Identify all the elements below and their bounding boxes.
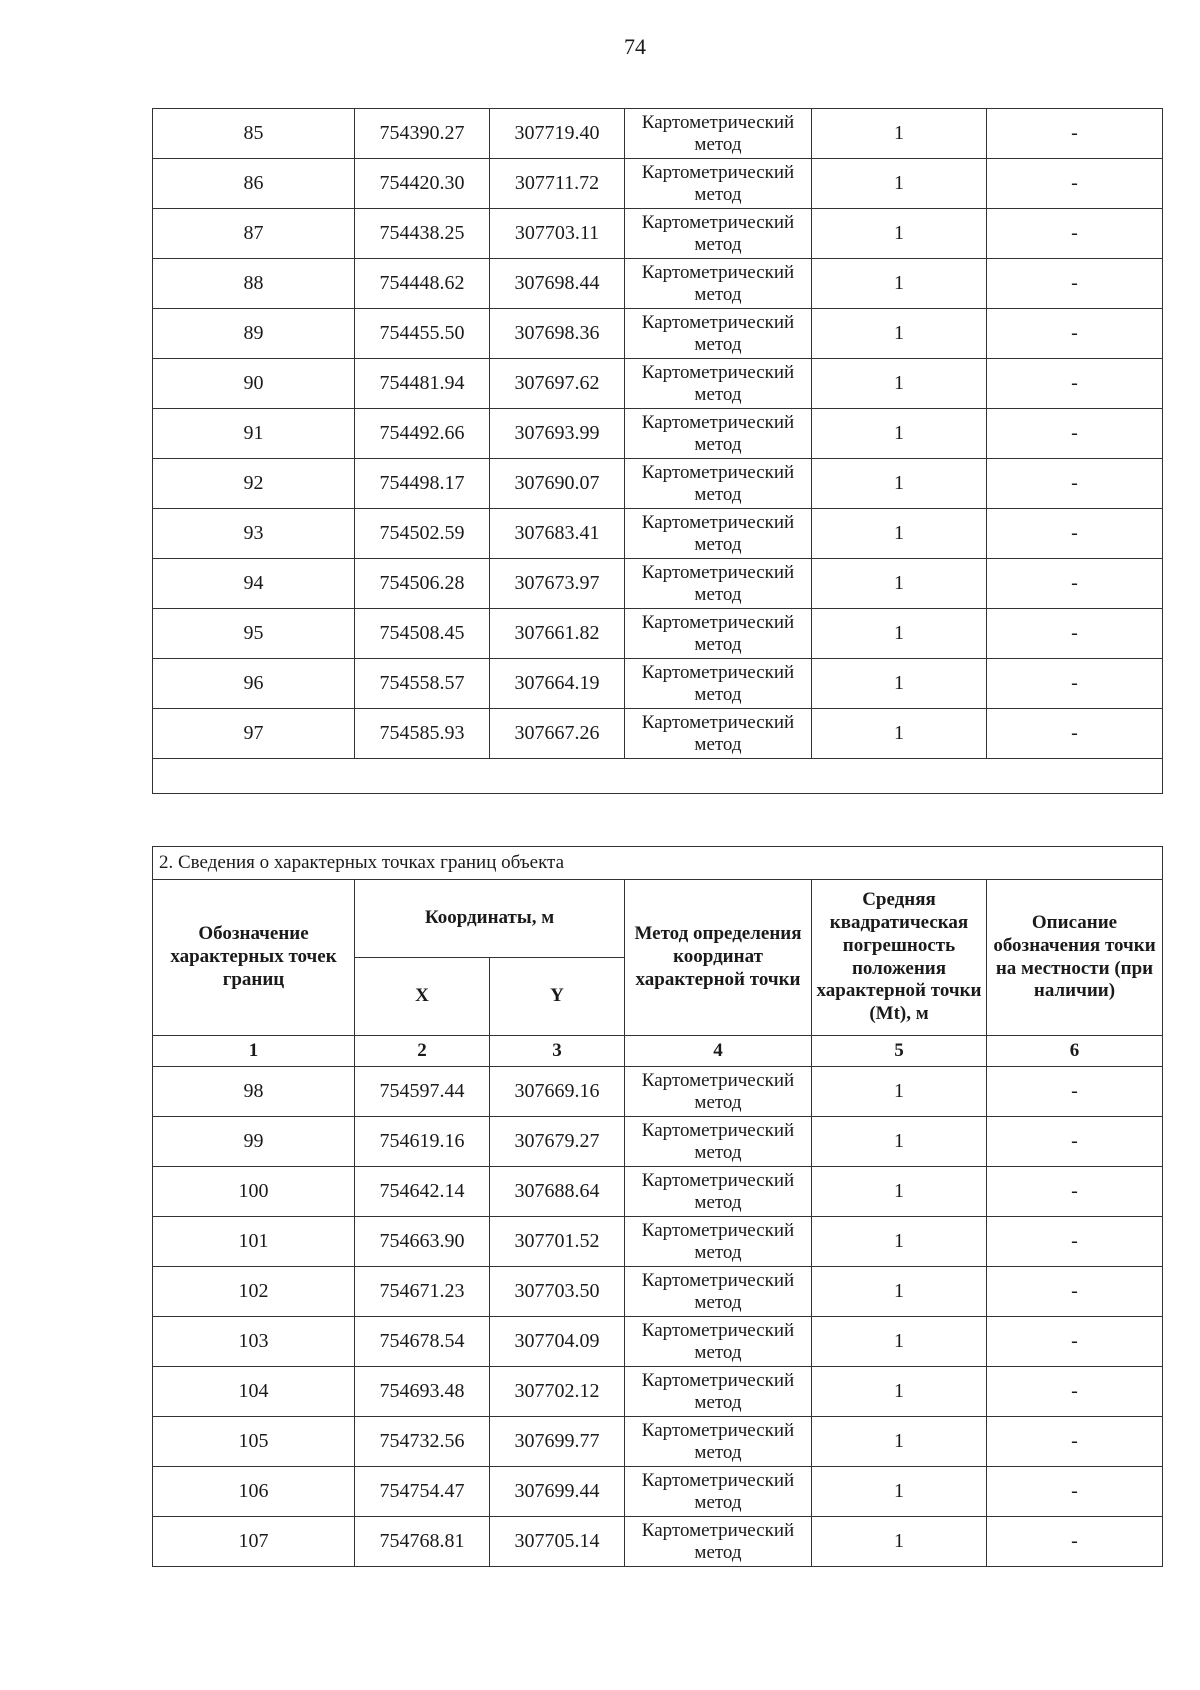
coord-y: 307664.19 bbox=[490, 659, 625, 709]
coord-y: 307705.14 bbox=[490, 1517, 625, 1567]
header-coordinates: Координаты, м bbox=[355, 880, 625, 958]
mt-value: 1 bbox=[812, 1117, 987, 1167]
method: Картометрический метод bbox=[625, 1267, 812, 1317]
coord-x: 754663.90 bbox=[355, 1217, 490, 1267]
table-row bbox=[153, 1217, 1163, 1267]
table-row bbox=[153, 1417, 1163, 1467]
table-row bbox=[153, 1367, 1163, 1417]
point-number: 101 bbox=[153, 1217, 355, 1267]
table-row bbox=[153, 1067, 1163, 1117]
mt-value: 1 bbox=[812, 1167, 987, 1217]
description: - bbox=[987, 359, 1163, 409]
table-row bbox=[153, 709, 1163, 759]
coord-y: 307661.82 bbox=[490, 609, 625, 659]
description: - bbox=[987, 159, 1163, 209]
coord-y: 307699.77 bbox=[490, 1417, 625, 1467]
point-number: 87 bbox=[153, 209, 355, 259]
table-row bbox=[153, 109, 1163, 159]
header-description: Описание обозначения точки на местности (при наличии) bbox=[987, 880, 1163, 1036]
mt-value: 1 bbox=[812, 209, 987, 259]
coord-y: 307673.97 bbox=[490, 559, 625, 609]
coord-x: 754420.30 bbox=[355, 159, 490, 209]
table-row bbox=[153, 409, 1163, 459]
description: - bbox=[987, 259, 1163, 309]
mt-value: 1 bbox=[812, 309, 987, 359]
description: - bbox=[987, 409, 1163, 459]
mt-value: 1 bbox=[812, 609, 987, 659]
table-row bbox=[153, 1467, 1163, 1517]
mt-value: 1 bbox=[812, 509, 987, 559]
method: Картометрический метод bbox=[625, 459, 812, 509]
coord-x: 754390.27 bbox=[355, 109, 490, 159]
header-y: Y bbox=[490, 958, 625, 1036]
method: Картометрический метод bbox=[625, 1117, 812, 1167]
mt-value: 1 bbox=[812, 559, 987, 609]
coord-y: 307690.07 bbox=[490, 459, 625, 509]
column-number: 5 bbox=[812, 1036, 987, 1067]
method: Картометрический метод bbox=[625, 1167, 812, 1217]
table-row bbox=[153, 509, 1163, 559]
point-number: 107 bbox=[153, 1517, 355, 1567]
point-number: 85 bbox=[153, 109, 355, 159]
point-number: 89 bbox=[153, 309, 355, 359]
description: - bbox=[987, 1267, 1163, 1317]
table-row bbox=[153, 309, 1163, 359]
description: - bbox=[987, 509, 1163, 559]
header-method: Метод определения координат характерной точки bbox=[625, 880, 812, 1036]
coord-x: 754448.62 bbox=[355, 259, 490, 309]
coord-x: 754492.66 bbox=[355, 409, 490, 459]
header-designation: Обозначение характерных точек границ bbox=[153, 880, 355, 1036]
mt-value: 1 bbox=[812, 359, 987, 409]
method: Картометрический метод bbox=[625, 609, 812, 659]
description: - bbox=[987, 209, 1163, 259]
coord-x: 754754.47 bbox=[355, 1467, 490, 1517]
table-row bbox=[153, 359, 1163, 409]
mt-value: 1 bbox=[812, 1317, 987, 1367]
description: - bbox=[987, 1467, 1163, 1517]
column-number: 4 bbox=[625, 1036, 812, 1067]
method: Картометрический метод bbox=[625, 209, 812, 259]
table-row bbox=[153, 159, 1163, 209]
table-row bbox=[153, 1167, 1163, 1217]
coord-x: 754768.81 bbox=[355, 1517, 490, 1567]
coord-y: 307701.52 bbox=[490, 1217, 625, 1267]
mt-value: 1 bbox=[812, 159, 987, 209]
point-number: 105 bbox=[153, 1417, 355, 1467]
coord-x: 754455.50 bbox=[355, 309, 490, 359]
table-row bbox=[153, 259, 1163, 309]
point-number: 106 bbox=[153, 1467, 355, 1517]
point-number: 99 bbox=[153, 1117, 355, 1167]
description: - bbox=[987, 1417, 1163, 1467]
mt-value: 1 bbox=[812, 1467, 987, 1517]
table-row bbox=[153, 609, 1163, 659]
mt-value: 1 bbox=[812, 109, 987, 159]
description: - bbox=[987, 559, 1163, 609]
method: Картометрический метод bbox=[625, 1367, 812, 1417]
point-number: 100 bbox=[153, 1167, 355, 1217]
coord-x: 754642.14 bbox=[355, 1167, 490, 1217]
point-number: 91 bbox=[153, 409, 355, 459]
description: - bbox=[987, 1317, 1163, 1367]
mt-value: 1 bbox=[812, 259, 987, 309]
coord-y: 307704.09 bbox=[490, 1317, 625, 1367]
coord-x: 754585.93 bbox=[355, 709, 490, 759]
method: Картометрический метод bbox=[625, 1417, 812, 1467]
coord-y: 307669.16 bbox=[490, 1067, 625, 1117]
coord-y: 307667.26 bbox=[490, 709, 625, 759]
coord-y: 307693.99 bbox=[490, 409, 625, 459]
column-number: 6 bbox=[987, 1036, 1163, 1067]
boundary-points-table-continued bbox=[152, 108, 1163, 794]
coord-x: 754481.94 bbox=[355, 359, 490, 409]
method: Картометрический метод bbox=[625, 409, 812, 459]
coord-y: 307688.64 bbox=[490, 1167, 625, 1217]
coord-x: 754619.16 bbox=[355, 1117, 490, 1167]
coord-x: 754732.56 bbox=[355, 1417, 490, 1467]
coord-y: 307719.40 bbox=[490, 109, 625, 159]
method: Картометрический метод bbox=[625, 159, 812, 209]
description: - bbox=[987, 1117, 1163, 1167]
mt-value: 1 bbox=[812, 459, 987, 509]
header-mt: Средняя квадратическая погрешность положения характерной точки (Mt), м bbox=[812, 880, 987, 1036]
coord-x: 754671.23 bbox=[355, 1267, 490, 1317]
page-number: 74 bbox=[624, 34, 646, 59]
mt-value: 1 bbox=[812, 659, 987, 709]
description: - bbox=[987, 1067, 1163, 1117]
header-x: X bbox=[355, 958, 490, 1036]
column-number: 2 bbox=[355, 1036, 490, 1067]
coord-y: 307699.44 bbox=[490, 1467, 625, 1517]
mt-value: 1 bbox=[812, 1517, 987, 1567]
method: Картометрический метод bbox=[625, 709, 812, 759]
coord-x: 754506.28 bbox=[355, 559, 490, 609]
method: Картометрический метод bbox=[625, 1317, 812, 1367]
coord-y: 307711.72 bbox=[490, 159, 625, 209]
description: - bbox=[987, 1167, 1163, 1217]
empty-row bbox=[153, 759, 1163, 794]
coord-y: 307683.41 bbox=[490, 509, 625, 559]
description: - bbox=[987, 1217, 1163, 1267]
table-row bbox=[153, 659, 1163, 709]
mt-value: 1 bbox=[812, 1267, 987, 1317]
coord-y: 307698.44 bbox=[490, 259, 625, 309]
coord-x: 754508.45 bbox=[355, 609, 490, 659]
point-number: 102 bbox=[153, 1267, 355, 1317]
point-number: 97 bbox=[153, 709, 355, 759]
method: Картометрический метод bbox=[625, 109, 812, 159]
boundary-points-table bbox=[152, 846, 1163, 1567]
method: Картометрический метод bbox=[625, 359, 812, 409]
description: - bbox=[987, 709, 1163, 759]
point-number: 95 bbox=[153, 609, 355, 659]
method: Картометрический метод bbox=[625, 559, 812, 609]
coord-x: 754438.25 bbox=[355, 209, 490, 259]
coord-y: 307679.27 bbox=[490, 1117, 625, 1167]
point-number: 92 bbox=[153, 459, 355, 509]
table-row bbox=[153, 209, 1163, 259]
mt-value: 1 bbox=[812, 709, 987, 759]
table-row bbox=[153, 559, 1163, 609]
coord-x: 754678.54 bbox=[355, 1317, 490, 1367]
description: - bbox=[987, 459, 1163, 509]
mt-value: 1 bbox=[812, 1417, 987, 1467]
method: Картометрический метод bbox=[625, 309, 812, 359]
coord-x: 754597.44 bbox=[355, 1067, 490, 1117]
column-number: 1 bbox=[153, 1036, 355, 1067]
point-number: 86 bbox=[153, 159, 355, 209]
mt-value: 1 bbox=[812, 1217, 987, 1267]
table-row bbox=[153, 459, 1163, 509]
description: - bbox=[987, 1517, 1163, 1567]
description: - bbox=[987, 609, 1163, 659]
coord-x: 754498.17 bbox=[355, 459, 490, 509]
description: - bbox=[987, 109, 1163, 159]
method: Картометрический метод bbox=[625, 1517, 812, 1567]
coord-y: 307702.12 bbox=[490, 1367, 625, 1417]
point-number: 88 bbox=[153, 259, 355, 309]
coord-y: 307703.11 bbox=[490, 209, 625, 259]
coord-x: 754502.59 bbox=[355, 509, 490, 559]
method: Картометрический метод bbox=[625, 509, 812, 559]
point-number: 103 bbox=[153, 1317, 355, 1367]
description: - bbox=[987, 309, 1163, 359]
column-number: 3 bbox=[490, 1036, 625, 1067]
method: Картометрический метод bbox=[625, 1467, 812, 1517]
description: - bbox=[987, 659, 1163, 709]
point-number: 94 bbox=[153, 559, 355, 609]
method: Картометрический метод bbox=[625, 1067, 812, 1117]
point-number: 104 bbox=[153, 1367, 355, 1417]
table-row bbox=[153, 1117, 1163, 1167]
mt-value: 1 bbox=[812, 1067, 987, 1117]
table-row bbox=[153, 1517, 1163, 1567]
point-number: 98 bbox=[153, 1067, 355, 1117]
method: Картометрический метод bbox=[625, 1217, 812, 1267]
mt-value: 1 bbox=[812, 1367, 987, 1417]
coord-y: 307697.62 bbox=[490, 359, 625, 409]
method: Картометрический метод bbox=[625, 659, 812, 709]
method: Картометрический метод bbox=[625, 259, 812, 309]
table-row bbox=[153, 1317, 1163, 1367]
description: - bbox=[987, 1367, 1163, 1417]
point-number: 96 bbox=[153, 659, 355, 709]
point-number: 93 bbox=[153, 509, 355, 559]
point-number: 90 bbox=[153, 359, 355, 409]
table-row bbox=[153, 1267, 1163, 1317]
coord-y: 307698.36 bbox=[490, 309, 625, 359]
mt-value: 1 bbox=[812, 409, 987, 459]
section-title: 2. Сведения о характерных точках границ объекта bbox=[153, 847, 1163, 880]
coord-x: 754558.57 bbox=[355, 659, 490, 709]
coord-x: 754693.48 bbox=[355, 1367, 490, 1417]
coord-y: 307703.50 bbox=[490, 1267, 625, 1317]
